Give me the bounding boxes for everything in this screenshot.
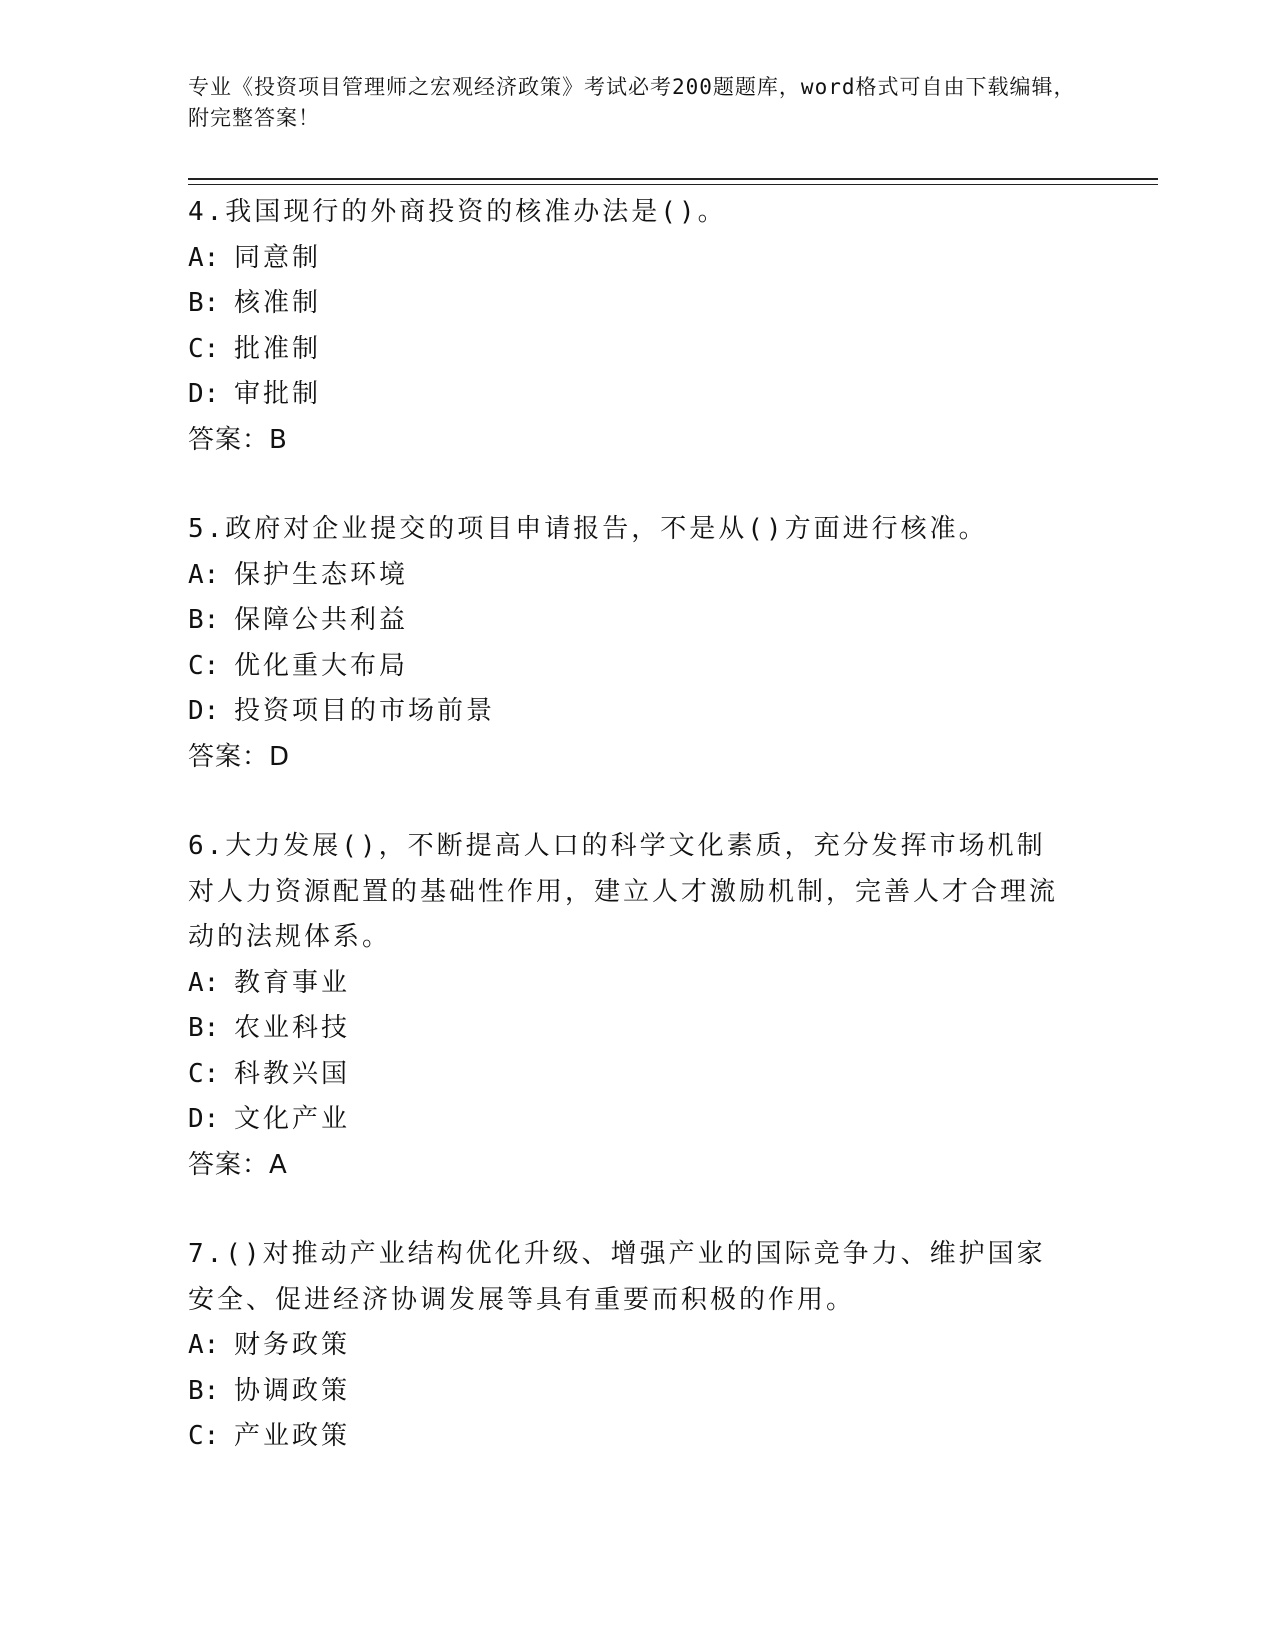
option-letter: A: <box>188 242 220 273</box>
option-letter: D: <box>188 1104 220 1134</box>
option-text: 科教兴国 <box>234 1058 351 1089</box>
option-b <box>188 1006 1068 1052</box>
answer-line: 答案：A <box>188 1149 288 1180</box>
question-stem: 6.大力发展()，不断提高人口的科学文化素质，充分发挥市场机制对人力资源配置的基础性作用，建立人才激励机制，完善人才合理流动的法规体系。 <box>188 831 1059 952</box>
option-letter: C: <box>188 1058 220 1089</box>
question-list <box>188 190 1068 1504</box>
option-text: 产业政策 <box>234 1421 351 1451</box>
option-letter: B: <box>188 1013 220 1043</box>
option-letter: D: <box>188 696 220 726</box>
option-a <box>188 1323 1068 1369</box>
option-text: 保护生态环境 <box>234 559 409 590</box>
option-letter: B: <box>188 288 220 318</box>
option-text: 农业科技 <box>234 1013 351 1043</box>
option-letter: C: <box>188 1421 220 1451</box>
option-d <box>188 1097 1068 1143</box>
document-intro: 专业《投资项目管理师之宏观经济政策》考试必考200题题库，word格式可自由下载编辑，附完整答案！ <box>188 75 1076 130</box>
question-stem: 5.政府对企业提交的项目申请报告，不是从()方面进行核准。 <box>188 514 988 544</box>
option-text: 优化重大布局 <box>234 650 409 681</box>
option-text: 核准制 <box>234 288 322 318</box>
option-c <box>188 1414 1068 1460</box>
option-letter: A: <box>188 967 220 998</box>
option-b <box>188 598 1068 644</box>
question-stem: 4.我国现行的外商投资的核准办法是()。 <box>188 197 727 227</box>
option-text: 教育事业 <box>234 967 351 998</box>
header-divider-thin <box>188 184 1158 185</box>
question-4 <box>188 190 1068 463</box>
option-b <box>188 281 1068 327</box>
option-letter: A: <box>188 1330 220 1360</box>
option-c <box>188 327 1068 373</box>
question-5 <box>188 507 1068 780</box>
option-letter: A: <box>188 559 220 590</box>
question-stem: 7.()对推动产业结构优化升级、增强产业的国际竞争力、维护国家安全、促进经济协调发展等具有重要而积极的作用。 <box>188 1239 1046 1315</box>
option-letter: D: <box>188 379 220 409</box>
option-c <box>188 1052 1068 1098</box>
question-7 <box>188 1232 1068 1460</box>
option-letter: C: <box>188 333 220 364</box>
option-text: 财务政策 <box>234 1330 351 1360</box>
option-text: 同意制 <box>234 242 322 273</box>
option-text: 文化产业 <box>234 1104 351 1134</box>
option-text: 批准制 <box>234 333 322 364</box>
option-a <box>188 236 1068 282</box>
option-letter: B: <box>188 1375 220 1406</box>
option-text: 保障公共利益 <box>234 605 409 635</box>
option-a <box>188 553 1068 599</box>
answer-line: 答案：D <box>188 741 291 772</box>
option-letter: B: <box>188 605 220 635</box>
option-letter: C: <box>188 650 220 681</box>
option-c <box>188 644 1068 690</box>
header-divider-thick <box>188 178 1158 180</box>
option-a <box>188 961 1068 1007</box>
option-d <box>188 372 1068 418</box>
answer-line: 答案：B <box>188 424 288 455</box>
question-6 <box>188 824 1068 1188</box>
option-text: 审批制 <box>234 379 322 409</box>
option-text: 协调政策 <box>234 1375 351 1406</box>
option-b <box>188 1369 1068 1415</box>
option-text: 投资项目的市场前景 <box>234 696 496 726</box>
option-d <box>188 689 1068 735</box>
